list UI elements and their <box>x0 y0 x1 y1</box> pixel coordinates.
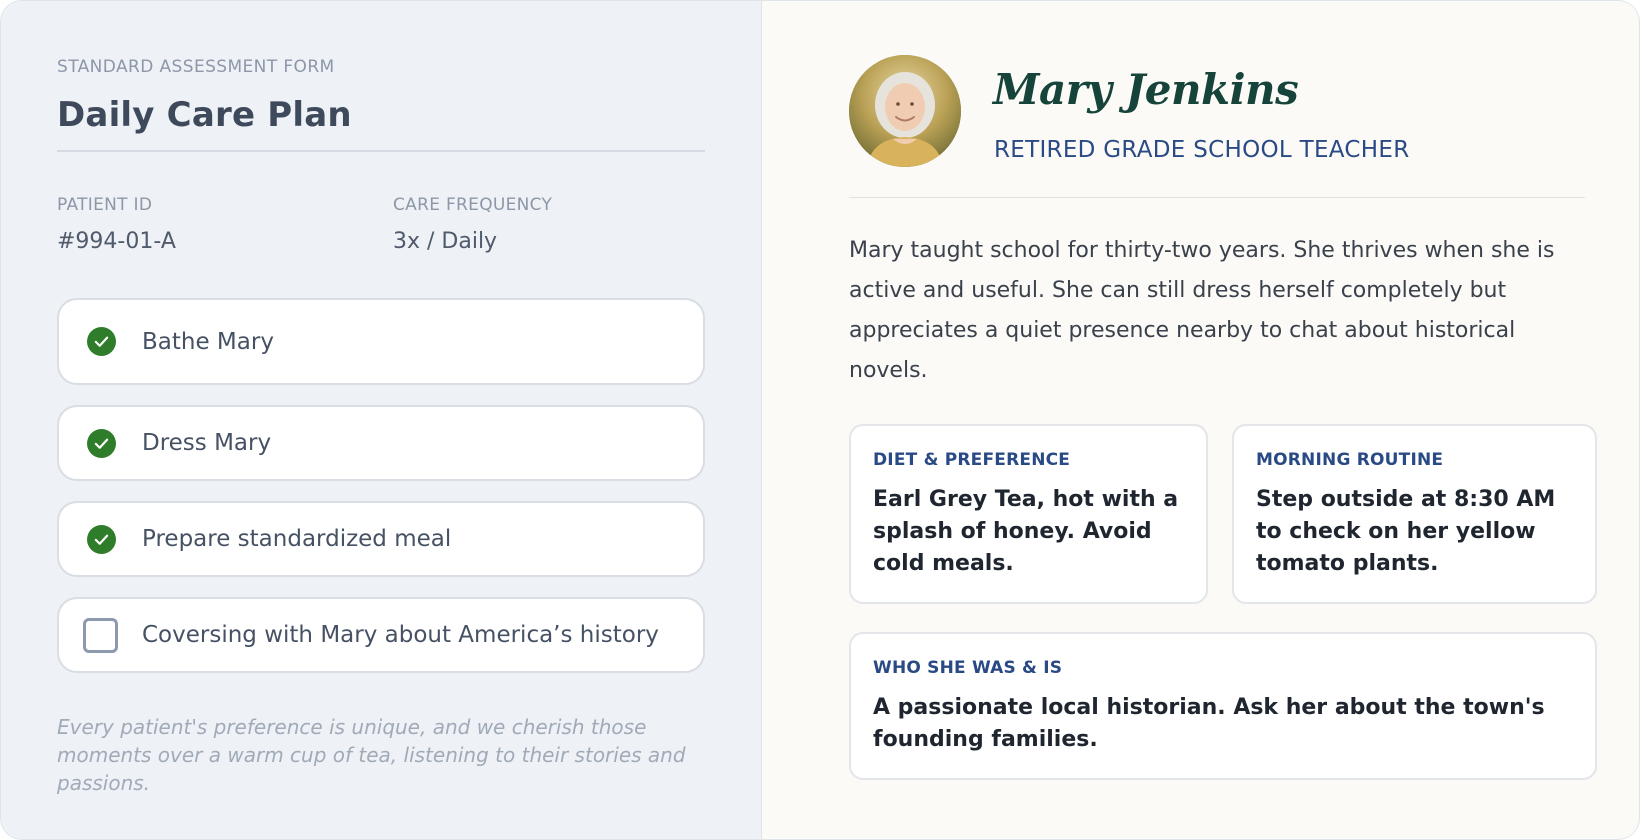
page-title: Daily Care Plan <box>57 95 352 135</box>
card-body: Earl Grey Tea, hot with a splash of honey. Avoid cold meals. <box>873 487 1179 576</box>
patient-bio: Mary taught school for thirty-two years. She thrives when she is active and useful. She can still dress herself completely but appreciates a quiet presence nearby to chat about historical novels. <box>849 238 1555 383</box>
checkmark-icon[interactable] <box>87 429 116 458</box>
morning-routine-card <box>1232 424 1597 604</box>
checkmark-icon[interactable] <box>87 327 116 356</box>
avatar <box>849 55 961 167</box>
care-plan-panel <box>1 1 762 839</box>
title-divider <box>57 150 705 152</box>
task-label: Coversing with Mary about America’s history <box>142 622 659 648</box>
empty-checkbox-icon[interactable] <box>83 618 118 653</box>
patient-name: Mary Jenkins <box>993 65 1299 114</box>
card-title: WHO SHE WAS & IS <box>873 658 1063 678</box>
patient-id-value: #994-01-A <box>57 229 176 254</box>
form-type-label: STANDARD ASSESSMENT FORM <box>57 57 335 77</box>
task-label: Bathe Mary <box>142 328 274 355</box>
task-label: Dress Mary <box>142 430 272 456</box>
task-item-history[interactable] <box>57 597 705 673</box>
card-body: A passionate local historian. Ask her about the town's founding families. <box>873 695 1545 752</box>
profile-divider <box>849 197 1585 198</box>
care-frequency-label: CARE FREQUENCY <box>393 195 553 215</box>
who-she-was-card <box>849 632 1597 780</box>
task-label: Prepare standardized meal <box>142 526 452 552</box>
card-body: Step outside at 8:30 AM to check on her yellow tomato plants. <box>1256 487 1556 576</box>
card-title: DIET & PREFERENCE <box>873 450 1071 470</box>
footer-note: Every patient's preference is unique, and we cherish those moments over a warm cup of tea, listening to their stories and passions. <box>57 715 686 795</box>
card-title: MORNING ROUTINE <box>1256 450 1444 470</box>
care-frequency-value: 3x / Daily <box>393 229 498 254</box>
task-item-dress[interactable] <box>57 405 705 481</box>
patient-occupation: RETIRED GRADE SCHOOL TEACHER <box>994 137 1410 163</box>
checkmark-icon[interactable] <box>87 525 116 554</box>
patient-profile-panel <box>762 1 1639 839</box>
patient-id-label: PATIENT ID <box>57 195 153 215</box>
task-item-meal[interactable] <box>57 501 705 577</box>
diet-preference-card <box>849 424 1208 604</box>
task-item-bathe[interactable] <box>57 298 705 385</box>
